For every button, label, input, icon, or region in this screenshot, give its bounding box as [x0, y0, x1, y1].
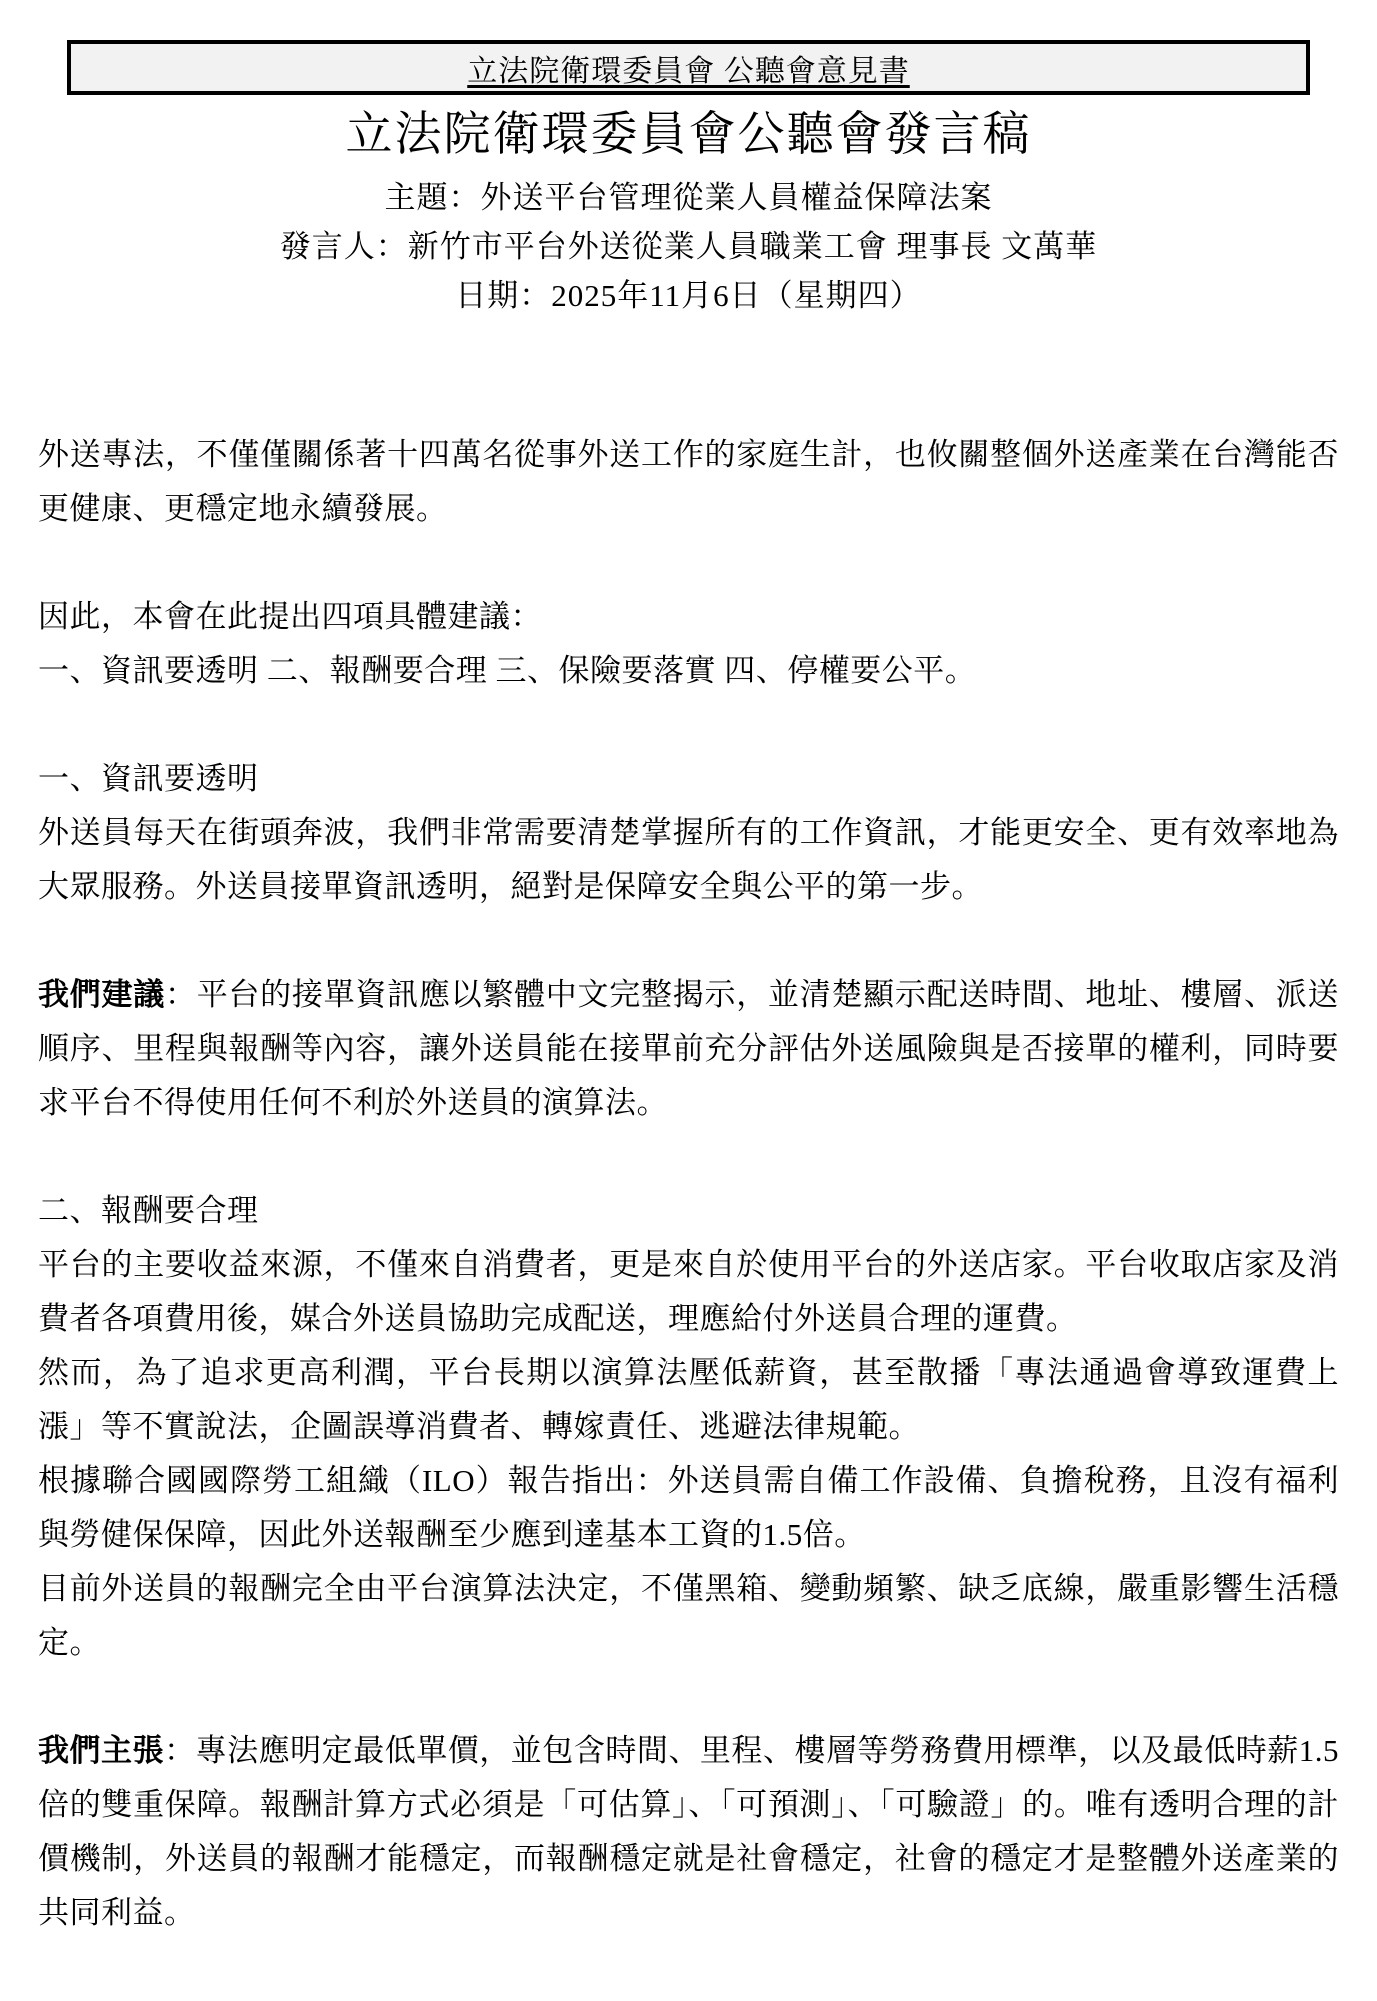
paragraph-text: 因此，本會在此提出四項具體建議：: [38, 599, 542, 634]
section-heading-text: 二、報酬要合理: [38, 1193, 259, 1228]
paragraph-text: 外送員每天在街頭奔波，我們非常需要清楚掌握所有的工作資訊，才能更安全、更有效率地為大眾服務。外送員接單資訊透明，絕對是保障安全與公平的第一步。: [38, 815, 1339, 904]
paragraph-spacer: [38, 1130, 1339, 1184]
meta-speaker: 發言人：新竹市平台外送從業人員職業工會 理事長 文萬華: [279, 229, 1098, 264]
paragraph-spacer: [38, 1670, 1339, 1724]
document-meta: [38, 173, 1339, 320]
paragraph-spacer: [38, 698, 1339, 752]
paragraph-spacer: [38, 914, 1339, 968]
header-box-title: 立法院衛環委員會 公聽會意見書: [467, 54, 910, 88]
paragraph-text: 然而，為了追求更高利潤，平台長期以演算法壓低薪資，甚至散播「專法通過會導致運費上漲」等不實說法，企圖誤導消費者、轉嫁責任、逃避法律規範。: [38, 1355, 1339, 1444]
paragraph-bold-lead: 我們主張: [38, 1733, 165, 1768]
paragraph-text: ：平台的接單資訊應以繁體中文完整揭示，並清楚顯示配送時間、地址、樓層、派送順序、里程與報酬等內容，讓外送員能在接單前充分評估外送風險與是否接單的權利，同時要求平台不得使用任何不利於外送員的演算法。: [38, 977, 1339, 1120]
paragraph-text: 根據聯合國國際勞工組織（ILO）報告指出：外送員需自備工作設備、負擔稅務，且沒有福利與勞健保保障，因此外送報酬至少應到達基本工資的1.5倍。: [38, 1463, 1339, 1552]
paragraph-section2-body-2: [38, 1346, 1339, 1454]
paragraph-suggestion: [38, 968, 1339, 1130]
paragraph-text: ：專法應明定最低單價，並包含時間、里程、樓層等勞務費用標準，以及最低時薪1.5倍的雙重保障。報酬計算方式必須是「可估算」、「可預測」、「可驗證」的。唯有透明合理的計價機制，外送員的報酬才能穩定，而報酬穩定就是社會穩定，社會的穩定才是整體外送產業的共同利益。: [38, 1733, 1339, 1930]
paragraph-intro: [38, 428, 1339, 536]
section-heading-1: [38, 752, 1339, 806]
paragraph-proposal-intro: [38, 590, 1339, 644]
paragraph-position: [38, 1724, 1339, 1940]
meta-topic: 主題：外送平台管理從業人員權益保障法案: [384, 180, 993, 215]
paragraph-bold-lead: 我們建議: [38, 977, 165, 1012]
paragraph-section2-body-3: [38, 1454, 1339, 1562]
document-title: 立法院衛環委員會公聽會發言稿: [345, 109, 1032, 161]
header-box: [67, 40, 1310, 95]
meta-date: 日期：2025年11月6日（星期四）: [455, 278, 922, 313]
paragraph-text: 外送專法，不僅僅關係著十四萬名從事外送工作的家庭生計，也攸關整個外送產業在台灣能否更健康、更穩定地永續發展。: [38, 437, 1339, 526]
section-heading-2: [38, 1184, 1339, 1238]
paragraph-proposal-list: [38, 644, 1339, 698]
paragraph-text: 一、資訊要透明 二、報酬要合理 三、保險要落實 四、停權要公平。: [38, 653, 977, 688]
paragraph-section2-body-4: [38, 1562, 1339, 1670]
paragraph-text: 平台的主要收益來源，不僅來自消費者，更是來自於使用平台的外送店家。平台收取店家及消費者各項費用後，媒合外送員協助完成配送，理應給付外送員合理的運費。: [38, 1247, 1339, 1336]
paragraph-section2-body-1: [38, 1238, 1339, 1346]
section-heading-text: 一、資訊要透明: [38, 761, 259, 796]
paragraph-section1-body: [38, 806, 1339, 914]
paragraph-spacer: [38, 536, 1339, 590]
document-body: [38, 428, 1339, 1940]
paragraph-text: 目前外送員的報酬完全由平台演算法決定，不僅黑箱、變動頻繁、缺乏底線，嚴重影響生活穩定。: [38, 1571, 1339, 1660]
